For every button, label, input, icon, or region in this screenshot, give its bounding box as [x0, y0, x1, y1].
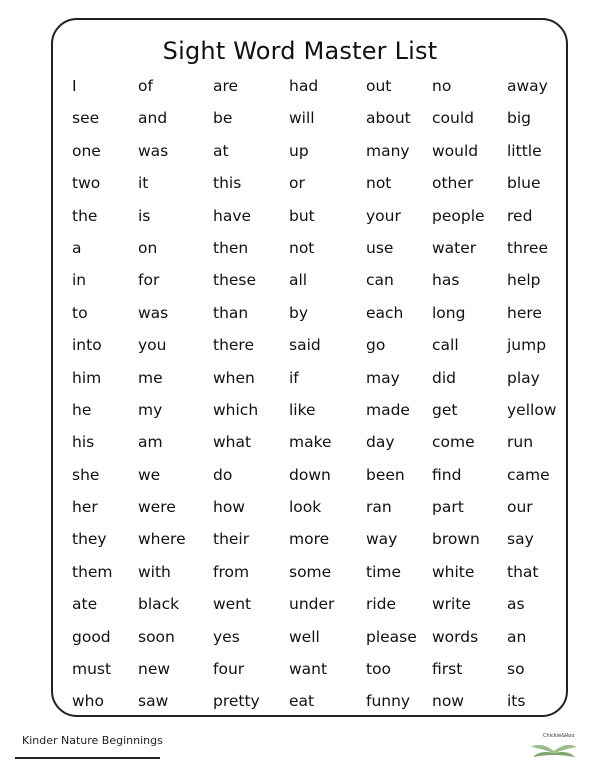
sight-word: in — [72, 271, 87, 290]
word-row — [0, 362, 600, 394]
sight-word: funny — [366, 692, 411, 711]
sight-word: that — [507, 562, 539, 581]
sight-word: way — [366, 530, 398, 549]
sight-word: call — [432, 336, 459, 355]
sight-word: go — [366, 336, 386, 355]
word-row — [0, 556, 600, 588]
sight-word: but — [289, 206, 315, 225]
sight-word: this — [213, 174, 242, 193]
sight-word: eat — [289, 692, 315, 711]
sight-word: black — [138, 595, 180, 614]
word-grid — [0, 70, 600, 718]
sight-word: well — [289, 627, 320, 646]
sight-word: under — [289, 595, 335, 614]
sight-word: her — [72, 498, 98, 517]
sight-word: do — [213, 465, 233, 484]
word-row — [0, 70, 600, 102]
sight-word: white — [432, 562, 475, 581]
sight-word: now — [432, 692, 464, 711]
sight-word: we — [138, 465, 161, 484]
sight-word: pretty — [213, 692, 260, 711]
sight-word: may — [366, 368, 400, 387]
sight-word: time — [366, 562, 402, 581]
sight-word: two — [72, 174, 101, 193]
sight-word: my — [138, 400, 163, 419]
sight-word: people — [432, 206, 485, 225]
sight-word: if — [289, 368, 299, 387]
sight-word: him — [72, 368, 102, 387]
sight-word: when — [213, 368, 255, 387]
sight-word: new — [138, 660, 171, 679]
word-row — [0, 167, 600, 199]
sight-word: he — [72, 400, 92, 419]
sight-word: down — [289, 465, 331, 484]
sight-word: she — [72, 465, 100, 484]
sight-word: here — [507, 303, 542, 322]
sight-word: three — [507, 238, 549, 257]
sight-word: then — [213, 238, 249, 257]
sight-word: into — [72, 336, 102, 355]
sight-word: one — [72, 141, 101, 160]
sight-word: came — [507, 465, 550, 484]
sight-word: see — [72, 109, 100, 128]
sight-word: ride — [366, 595, 397, 614]
sight-word: about — [366, 109, 411, 128]
sight-word: saw — [138, 692, 169, 711]
sight-word: would — [432, 141, 479, 160]
sight-word: been — [366, 465, 405, 484]
sight-word: look — [289, 498, 322, 517]
sight-word: which — [213, 400, 259, 419]
sight-word: these — [213, 271, 257, 290]
footer-divider — [15, 757, 160, 759]
sight-word: can — [366, 271, 394, 290]
sight-word: play — [507, 368, 540, 387]
word-row — [0, 459, 600, 491]
sight-word: find — [432, 465, 462, 484]
sight-word: use — [366, 238, 394, 257]
sight-word: by — [289, 303, 309, 322]
sight-word: for — [138, 271, 160, 290]
word-row — [0, 621, 600, 653]
sight-word: on — [138, 238, 158, 257]
sight-word: yellow — [507, 400, 557, 419]
sight-word: has — [432, 271, 460, 290]
sight-word: ran — [366, 498, 392, 517]
sight-word: no — [432, 77, 452, 95]
sight-word: the — [72, 206, 98, 225]
sight-word: words — [432, 627, 479, 646]
sight-word: long — [432, 303, 466, 322]
sight-word: four — [213, 660, 245, 679]
word-row — [0, 329, 600, 361]
sight-word: could — [432, 109, 474, 128]
sight-word: day — [366, 433, 395, 452]
sight-word: first — [432, 660, 463, 679]
sight-word: red — [507, 206, 533, 225]
sight-word: his — [72, 433, 95, 452]
sight-word: them — [72, 562, 113, 581]
sight-word: how — [213, 498, 245, 517]
sight-word: to — [72, 303, 88, 322]
sight-word: what — [213, 433, 252, 452]
sight-word: little — [507, 141, 542, 160]
word-row — [0, 102, 600, 134]
sight-word: ate — [72, 595, 98, 614]
sight-word: up — [289, 141, 309, 160]
sight-word: was — [138, 141, 169, 160]
sight-word: had — [289, 77, 319, 95]
sight-word: it — [138, 174, 149, 193]
sight-word: many — [366, 141, 410, 160]
sight-word: said — [289, 336, 321, 355]
sight-word: with — [138, 562, 171, 581]
sight-word: made — [366, 400, 410, 419]
sight-word: or — [289, 174, 305, 193]
sight-word: big — [507, 109, 531, 128]
sight-word: run — [507, 433, 534, 452]
sight-word: me — [138, 368, 163, 387]
sight-word: where — [138, 530, 186, 549]
sight-word: our — [507, 498, 533, 517]
word-row — [0, 588, 600, 620]
sight-word: want — [289, 660, 328, 679]
sight-word: brown — [432, 530, 480, 549]
sight-word: not — [289, 238, 315, 257]
word-row — [0, 685, 600, 717]
sight-word: soon — [138, 627, 175, 646]
sight-word: write — [432, 595, 471, 614]
sight-word: were — [138, 498, 176, 517]
sight-word: be — [213, 109, 233, 128]
word-row — [0, 523, 600, 555]
sight-word: at — [213, 141, 229, 160]
word-row — [0, 200, 600, 232]
footer-brand: Kinder Nature Beginnings — [22, 734, 163, 747]
sight-word: water — [432, 238, 477, 257]
sight-word: I — [72, 77, 77, 95]
sight-word: like — [289, 400, 316, 419]
page-title: Sight Word Master List — [162, 37, 438, 65]
word-row — [0, 426, 600, 458]
sight-word: part — [432, 498, 464, 517]
sight-word: get — [432, 400, 458, 419]
sight-word: their — [213, 530, 250, 549]
sight-word: its — [507, 692, 526, 711]
word-row — [0, 232, 600, 264]
word-row — [0, 264, 600, 296]
sight-word: went — [213, 595, 252, 614]
sight-word: was — [138, 303, 169, 322]
sight-word: have — [213, 206, 252, 225]
sight-word: will — [289, 109, 315, 128]
sight-word: more — [289, 530, 330, 549]
sight-word: jump — [507, 336, 547, 355]
sight-word: did — [432, 368, 456, 387]
sight-word: your — [366, 206, 401, 225]
sight-word: an — [507, 627, 527, 646]
sight-word: some — [289, 562, 332, 581]
sight-word: yes — [213, 627, 240, 646]
sight-word: there — [213, 336, 255, 355]
sight-word: from — [213, 562, 250, 581]
sight-word: and — [138, 109, 168, 128]
sight-word: must — [72, 660, 112, 679]
sight-word: come — [432, 433, 475, 452]
word-row — [0, 135, 600, 167]
sight-word: am — [138, 433, 163, 452]
sight-word: out — [366, 77, 392, 95]
sight-word: who — [72, 692, 104, 711]
sight-word: not — [366, 174, 392, 193]
sight-word: away — [507, 77, 548, 95]
sight-word: you — [138, 336, 167, 355]
word-row — [0, 297, 600, 329]
sight-word: please — [366, 627, 417, 646]
sight-word: they — [72, 530, 107, 549]
logo-label: Chickie&Roo — [543, 733, 575, 739]
sight-word: help — [507, 271, 541, 290]
sight-word: of — [138, 77, 153, 95]
sight-word: other — [432, 174, 474, 193]
sight-word: is — [138, 206, 151, 225]
sight-word: each — [366, 303, 404, 322]
sight-word: good — [72, 627, 111, 646]
sight-word: are — [213, 77, 239, 95]
sight-word: blue — [507, 174, 541, 193]
word-row — [0, 491, 600, 523]
sight-word: as — [507, 595, 525, 614]
sight-word: than — [213, 303, 249, 322]
sight-word: a — [72, 238, 82, 257]
sight-word: so — [507, 660, 525, 679]
sight-word: make — [289, 433, 332, 452]
sight-word: say — [507, 530, 534, 549]
word-row — [0, 653, 600, 685]
word-row — [0, 394, 600, 426]
sight-word: too — [366, 660, 392, 679]
sight-word: all — [289, 271, 308, 290]
